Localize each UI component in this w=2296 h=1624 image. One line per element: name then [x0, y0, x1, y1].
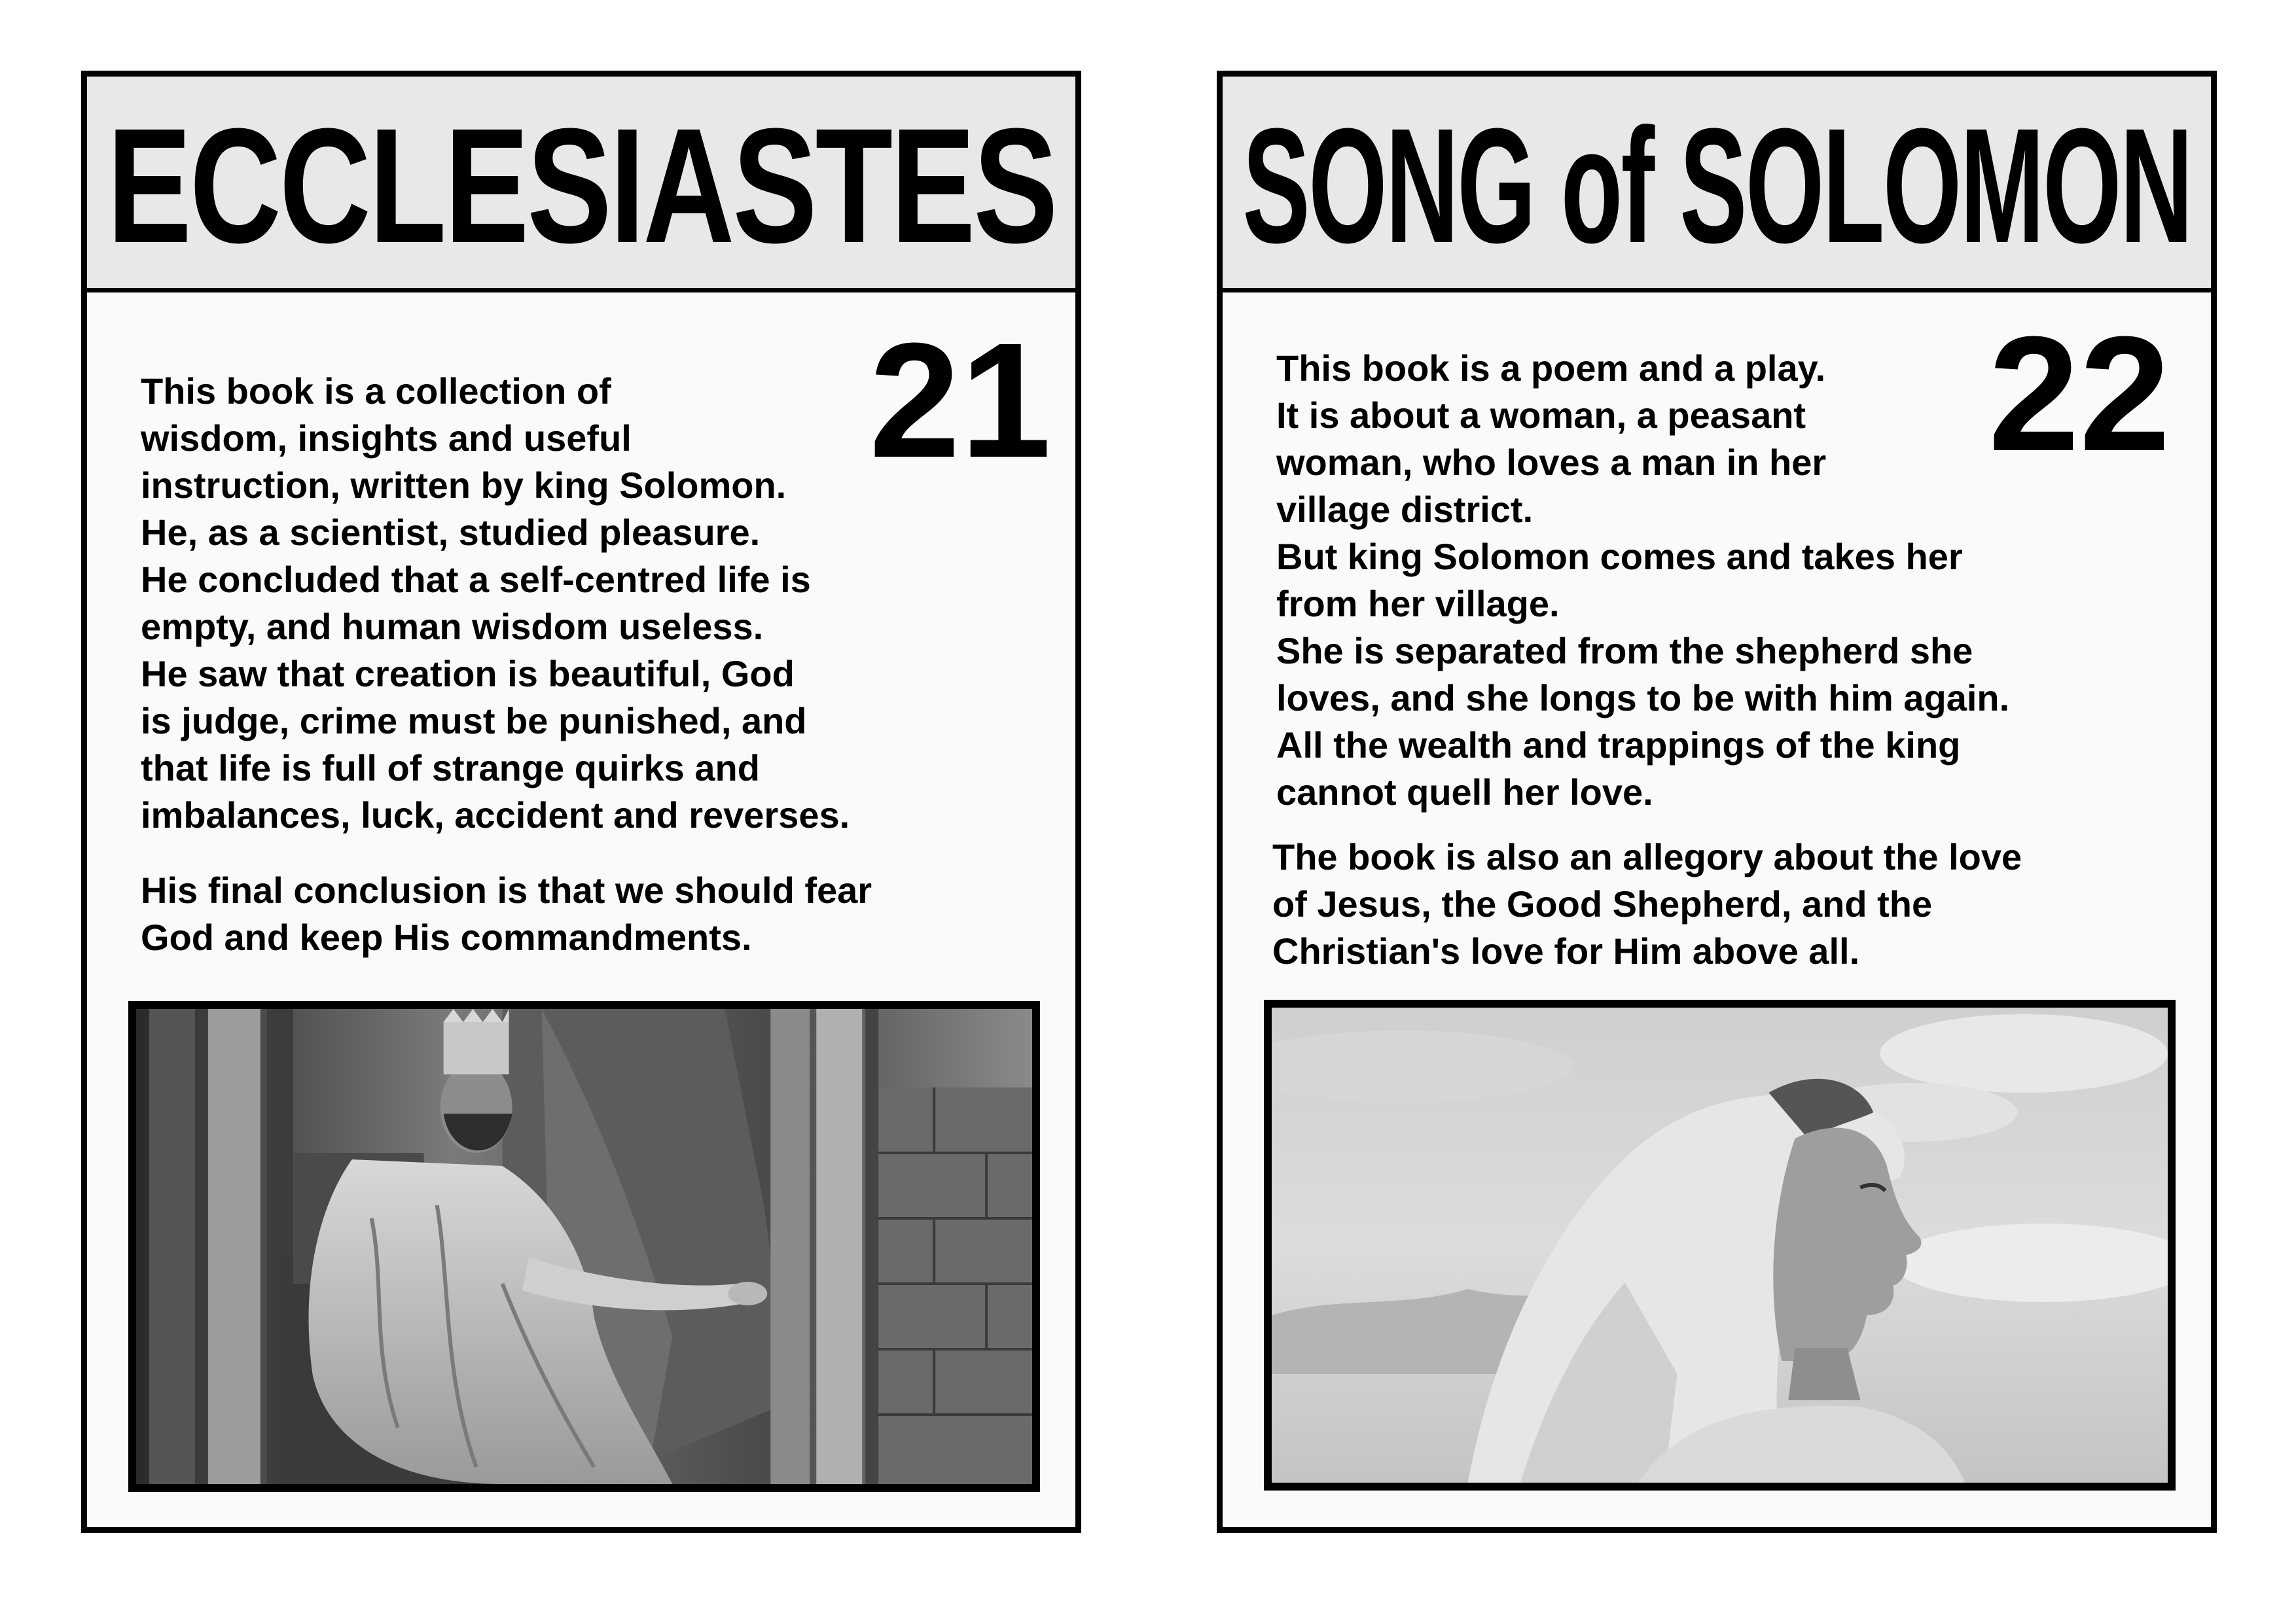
text-line: He concluded that a self-centred life is: [141, 559, 811, 600]
woman-profile-picture: [1272, 1008, 2168, 1483]
text-line: of Jesus, the Good Shepherd, and the: [1272, 883, 1933, 925]
text-line: wisdom, insights and useful: [141, 417, 632, 459]
title-band: [1223, 77, 2211, 292]
text-line: loves, and she longs to be with him again.: [1276, 677, 2010, 718]
conclusion-paragraph: [141, 867, 872, 961]
text-line: Christian's love for Him above all.: [1272, 930, 1860, 972]
text-line: His final conclusion is that we should fear: [141, 870, 872, 911]
text-line: village district.: [1276, 489, 1534, 530]
text-line: This book is a poem and a play.: [1276, 347, 1826, 389]
text-line: He saw that creation is beautiful, God: [141, 653, 795, 694]
description-paragraph: [141, 368, 850, 839]
card-title: ECCLESIASTES: [107, 94, 1056, 277]
allegory-paragraph: [1272, 834, 2022, 975]
text-line: This book is a collection of: [141, 370, 611, 412]
text-line: from her village.: [1276, 583, 1560, 624]
text-line: But king Solomon comes and takes her: [1276, 536, 1963, 577]
text-line: cannot quell her love.: [1276, 771, 1653, 813]
card-title: SONG of SOLOMON: [1242, 94, 2191, 277]
card-number: 21: [869, 309, 1052, 491]
title-band: [87, 77, 1075, 292]
king-on-throne-picture: [136, 1009, 1032, 1484]
text-line: instruction, written by king Solomon.: [141, 465, 787, 506]
card-ecclesiastes: [81, 71, 1081, 1533]
text-line: All the wealth and trappings of the king: [1276, 724, 1961, 766]
text-line: woman, who loves a man in her: [1276, 442, 1827, 483]
card-number: 22: [1988, 302, 2171, 485]
text-line: The book is also an allegory about the love: [1272, 836, 2022, 877]
text-line: God and keep His commandments.: [141, 917, 752, 958]
text-line: is judge, crime must be punished, and: [141, 700, 807, 741]
text-line: empty, and human wisdom useless.: [141, 606, 764, 647]
peasant-woman-illustration: [1264, 1000, 2176, 1491]
card-song-of-solomon: [1217, 71, 2217, 1533]
king-solomon-illustration: [128, 1001, 1040, 1492]
text-line: He, as a scientist, studied pleasure.: [141, 512, 761, 553]
text-line: that life is full of strange quirks and: [141, 747, 760, 788]
text-line: imbalances, luck, accident and reverses.: [141, 794, 850, 836]
text-line: She is separated from the shepherd she: [1276, 630, 1973, 671]
description-paragraph: [1276, 345, 2009, 816]
text-line: It is about a woman, a peasant: [1276, 395, 1806, 436]
